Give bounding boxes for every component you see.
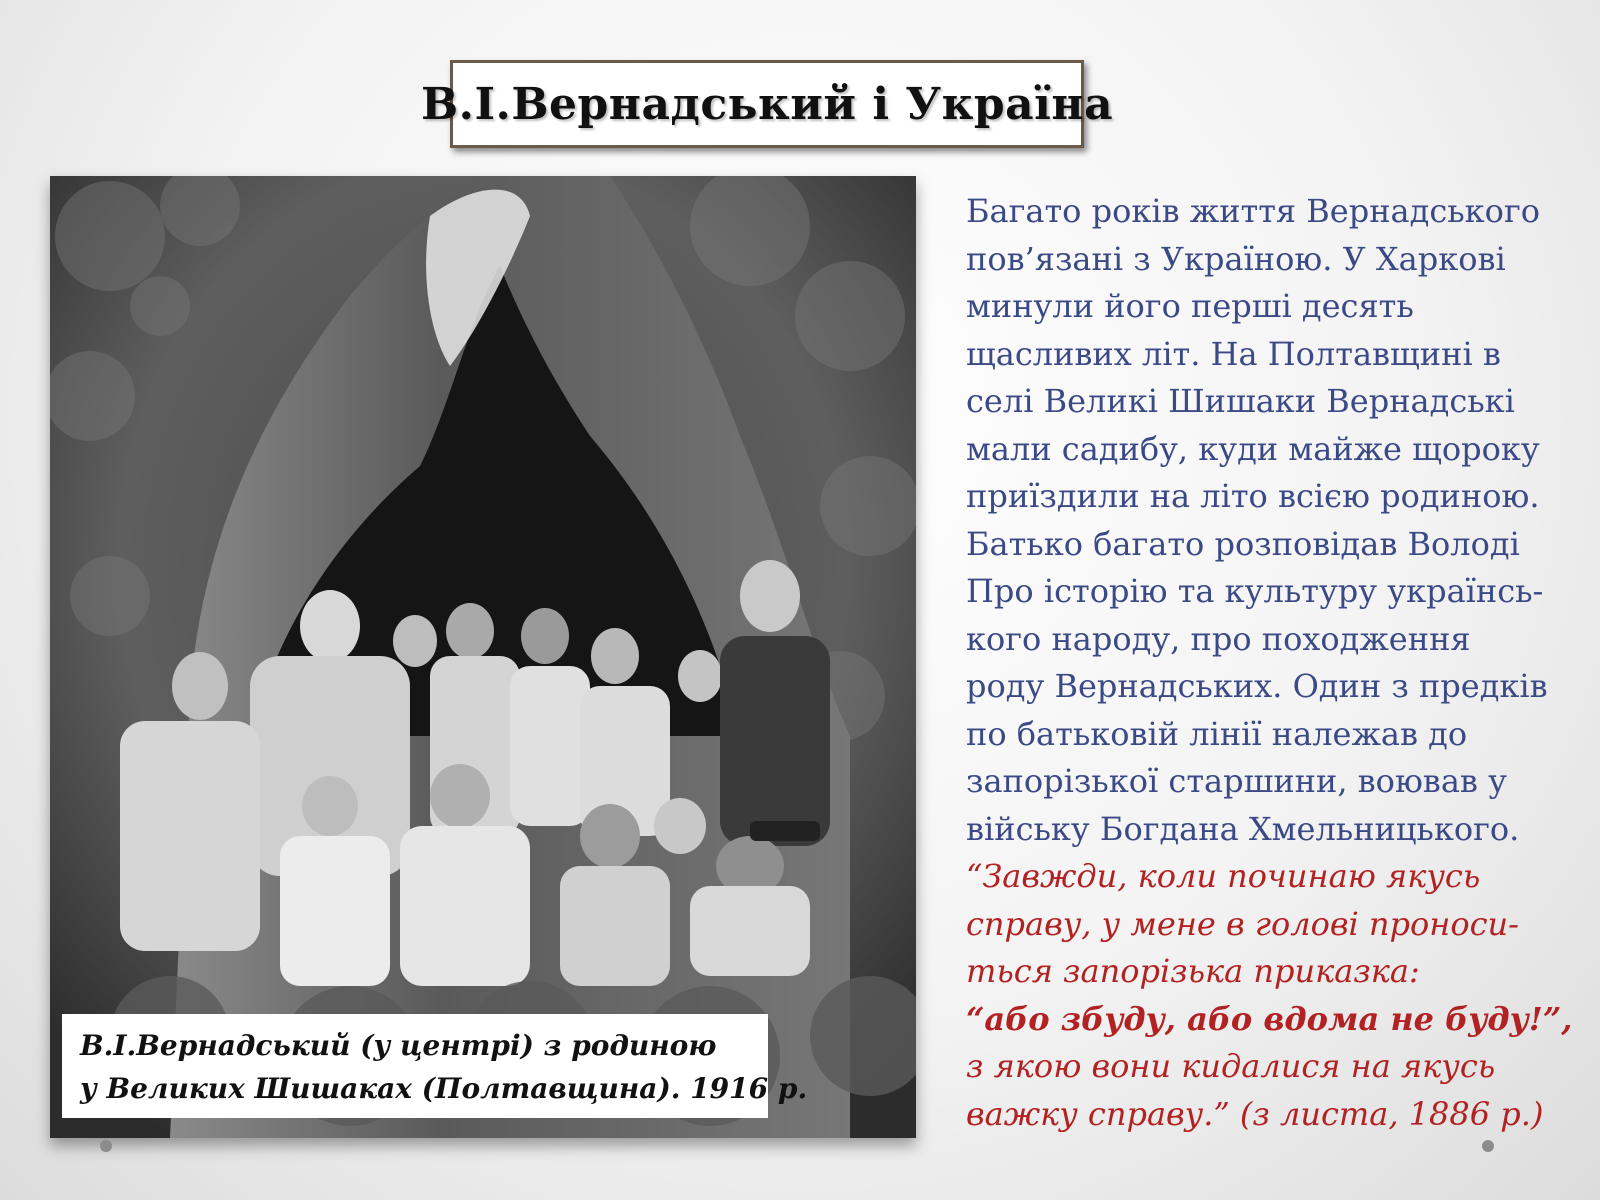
vernadsky-family-photo [50, 176, 916, 1138]
photo-image [50, 176, 916, 1138]
body-line: Про історію та культуру українсь- [966, 572, 1544, 610]
body-line: щасливих літ. На Полтавщині в [966, 334, 1501, 373]
body-line: кого народу, про походження [966, 619, 1471, 658]
body-line: минули його перші десять [966, 287, 1414, 325]
body-line: по батьковій лінії належав до [966, 714, 1468, 753]
quote-line: важку справу.” (з листа, 1886 р.) [966, 1094, 1544, 1133]
decorative-dot [1482, 1140, 1494, 1152]
body-line: селі Великі Шишаки Вернадські [966, 382, 1515, 420]
photo-caption [62, 1014, 808, 1118]
body-line: пов’язані з Україною. У Харкові [966, 239, 1506, 278]
body-line: роду Вернадських. Один з предків [966, 667, 1548, 705]
body-line: приїздили на літо всією родиною. [966, 477, 1540, 515]
body-line: Багато років життя Вернадського [966, 192, 1540, 230]
body-line: мали садибу, куди майже щороку [966, 429, 1540, 468]
quote-line: ться запорізька приказка: [966, 952, 1420, 990]
caption-line: В.І.Вернадський (у центрі) з родиною [80, 1029, 717, 1062]
body-line: Батько багато розповідав Володі [966, 524, 1520, 563]
body-line: запорізької старшини, воював у [966, 762, 1507, 800]
slide-title-box [420, 60, 1114, 148]
quote-line: “Завжди, коли починаю якусь [966, 857, 1481, 895]
body-line: війську Богдана Хмельницького. [966, 809, 1520, 848]
slide-body-text [966, 188, 1600, 1138]
slide-title: В.І.Вернадський і Україна [420, 78, 1114, 130]
quote-line: справу, у мене в голові проноси- [966, 904, 1519, 943]
decorative-dot [100, 1140, 112, 1152]
caption-line: у Великих Шишаках (Полтавщина). 1916 р. [80, 1072, 808, 1105]
quote-saying: “або збуду, або вдома не буду!”, [966, 999, 1573, 1038]
quote-line: з якою вони кидалися на якусь [966, 1047, 1496, 1085]
